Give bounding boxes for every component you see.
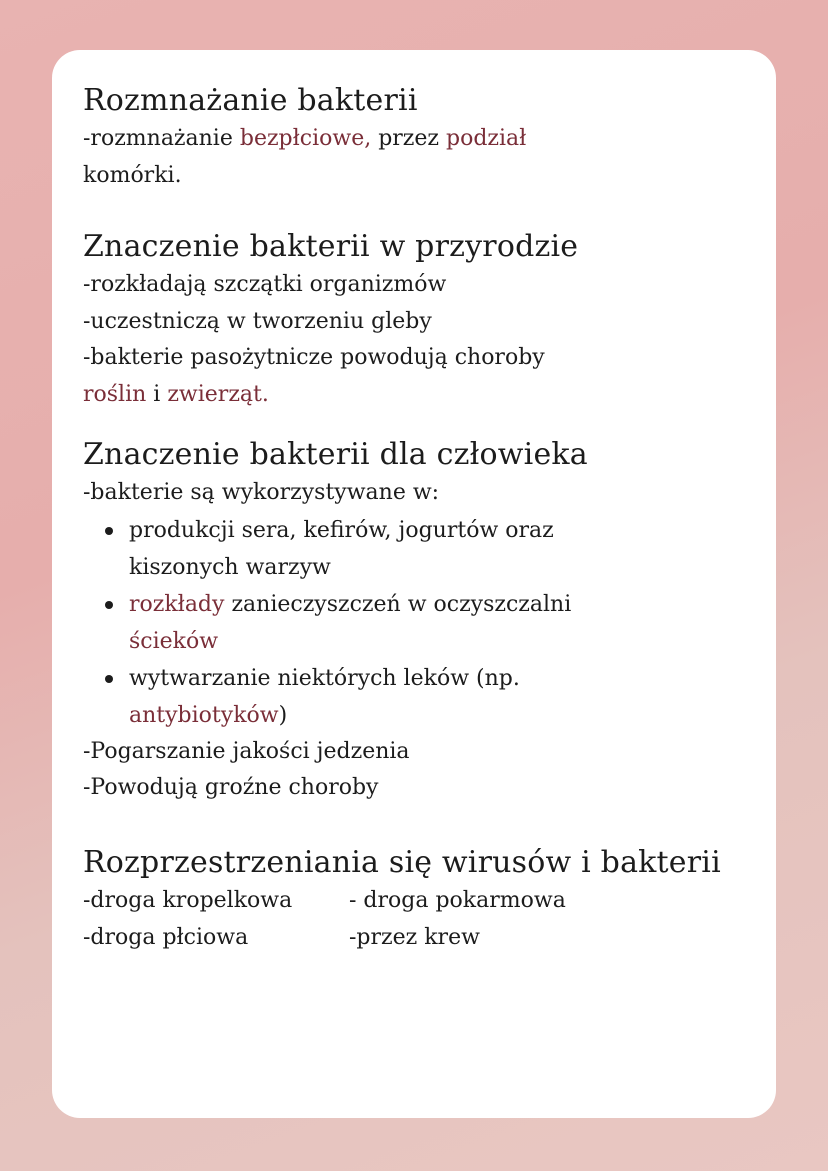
highlight-term: ścieków xyxy=(129,628,219,654)
note-card xyxy=(52,50,776,1118)
list-item-text: produkcji sera, kefirów, jogurtów oraz xyxy=(129,517,554,543)
section-human xyxy=(83,435,588,807)
list-item-text: wytwarzanie niektórych leków (np. xyxy=(129,665,520,691)
text-fragment: ) xyxy=(278,702,288,728)
text-row xyxy=(83,883,721,920)
section-reproduction xyxy=(83,81,526,194)
list-item xyxy=(83,660,588,734)
list-item-text: kiszonych warzyw xyxy=(129,554,331,580)
list-item-text xyxy=(129,586,588,623)
highlight-term: antybiotyków xyxy=(129,702,279,728)
text-line: -bakterie pasożytnicze powodują choroby xyxy=(83,345,545,370)
text-fragment: przez xyxy=(371,126,447,151)
highlight-term: roślin xyxy=(83,381,147,407)
text-line xyxy=(83,377,578,414)
text-fragment: zanieczyszczeń w oczyszczalni xyxy=(224,591,572,617)
bullet-list xyxy=(83,512,588,734)
text-line: -Pogarszanie jakości jedzenia xyxy=(83,738,410,764)
text-line: -rozkładają szczątki organizmów xyxy=(83,272,447,297)
text-cell: -droga kropelkowa xyxy=(83,888,293,913)
bullet-icon xyxy=(105,527,113,535)
text-line xyxy=(83,121,526,158)
bullet-icon xyxy=(105,675,113,683)
bullet-icon xyxy=(105,601,113,609)
text-cell: -droga płciowa xyxy=(83,924,249,950)
text-fragment: -rozmnażanie xyxy=(83,126,240,151)
section-title: Rozprzestrzeniania się wirusów i bakterii xyxy=(83,845,721,880)
highlight-term: podział xyxy=(446,126,527,151)
section-title: Rozmnażanie bakterii xyxy=(83,83,418,118)
text-fragment: i xyxy=(146,381,168,407)
section-title: Znaczenie bakterii dla człowieka xyxy=(83,437,588,472)
text-cell: - droga pokarmowa xyxy=(349,888,566,913)
text-line: komórki. xyxy=(83,162,182,188)
text-row xyxy=(83,920,721,957)
section-title: Znaczenie bakterii w przyrodzie xyxy=(83,229,579,264)
text-line: -bakterie są wykorzystywane w: xyxy=(83,480,440,505)
list-item xyxy=(83,586,588,660)
list-item xyxy=(83,512,588,586)
text-cell: -przez krew xyxy=(349,924,480,950)
section-spread xyxy=(83,843,721,956)
highlight-term: zwierząt. xyxy=(167,381,269,407)
highlight-term: bezpłciowe, xyxy=(239,126,372,151)
list-item-text xyxy=(129,697,588,734)
highlight-term: rozkłady xyxy=(129,591,225,617)
section-nature xyxy=(83,227,578,413)
text-line: -uczestniczą w tworzeniu gleby xyxy=(83,308,432,334)
text-line: -Powodują groźne choroby xyxy=(83,775,379,800)
